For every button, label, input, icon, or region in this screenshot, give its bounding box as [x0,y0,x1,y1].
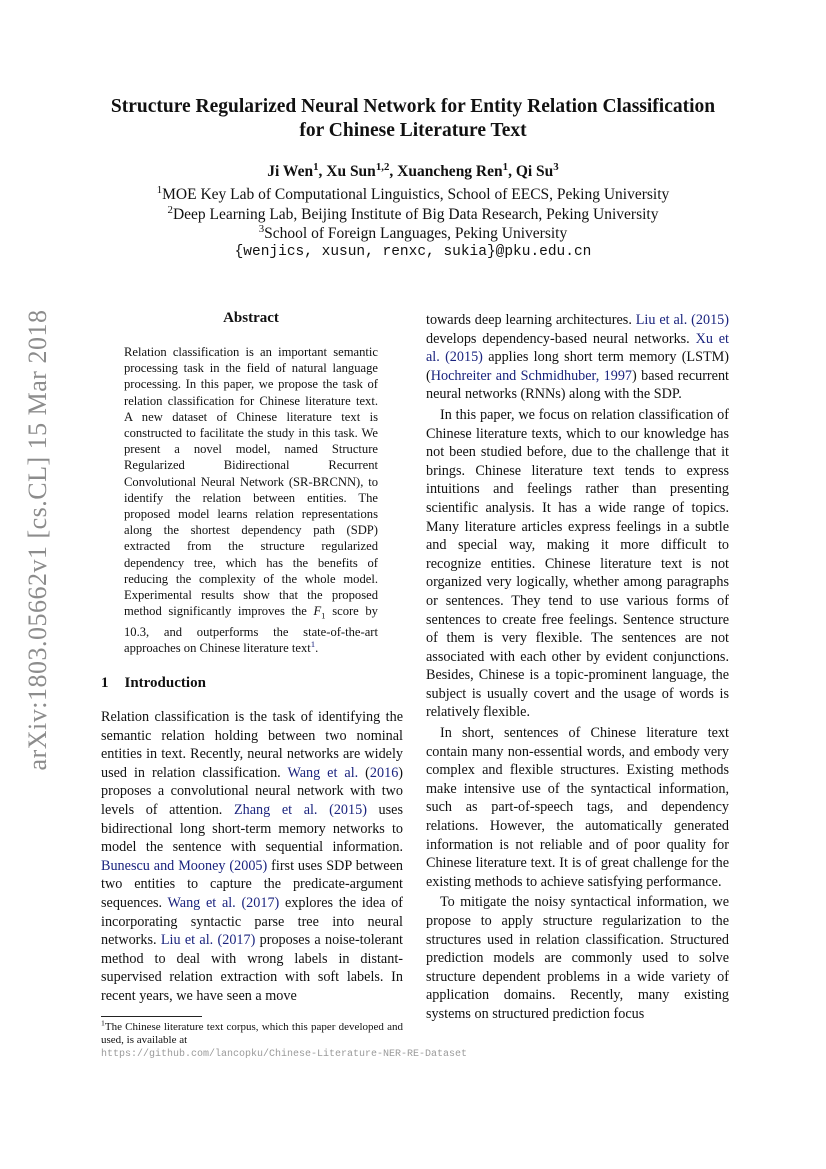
author-separator: , [318,163,327,180]
f-score-symbol: F [313,604,322,619]
paper-title [60,95,766,143]
body-text: ) proposes a convolutional neural network with two levels of attention. [101,764,404,818]
arxiv-sidebar-stamp [10,309,66,771]
body-text: To mitigate the noisy syntactical information, we propose to apply structure regularization to the structures used in relation classification. Structured prediction models are commonly used to solve structure dependent problems in a wide variety of application domains. Recently, many existing systems on structured prediction focus [426,894,729,1022]
section-number: 1 [101,675,109,691]
title-line: Structure Regularized Neural Network for Entity Relation Classification [110,96,716,117]
f-score-subscript: 1 [321,610,326,621]
body-text: explores the idea of incorporating syntactic parse tree into neural networks. [101,894,403,949]
affiliation-text: MOE Key Lab of Computational Linguistics, School of EECS, Peking University [162,186,670,203]
author-separator: , [389,163,398,180]
affiliation-text: Deep Learning Lab, Beijing Institute of Big Data Research, Peking University [172,206,659,223]
body-text: ( [358,764,370,781]
affiliation-line [60,183,766,204]
abstract-text: score by 10.3, and outperforms the state-of-the-art approaches on Chinese literature text [124,604,378,656]
body-text: develops dependency-based neural networks. [426,330,696,347]
affiliation-mark: 2 [167,203,173,216]
author-name: Xu Sun [326,163,376,180]
title-line: for Chinese Literature Text [299,120,527,141]
author-name: Ji Wen [267,163,314,180]
citation-link[interactable]: Zhang et al. (2015) [233,801,367,818]
abstract-heading: Abstract [223,310,279,326]
author-affiliation-mark: 1 [502,160,509,173]
footnote-link[interactable]: 1 [310,638,316,649]
paragraph [426,724,729,891]
affiliation-line [60,203,766,224]
section-heading-introduction [101,675,206,692]
citation-link[interactable]: Wang et al. [287,764,359,781]
body-text: In this paper, we focus on relation classification of Chinese literature texts, which to our knowledge has not been studied before, due to the challenge that it brings. Chinese literature text tends to express intuitions and feelings rather than presenting scientific analysis. It has a wide range of topics. Many literature articles express feelings in a subtle and special way, making it more difficult to recognize entities. Chinese literature text is not organized very logically, whether among paragraphs or sentences. They tend to use various forms of sentences to create free feelings. Sentence structure of them is very flexible. The sentences are not associated with each other by evident conjunctions. Besides, Chinese is a topic-prominent language, the subject is usually covert and the usage of words is relatively flexible. [426,406,729,721]
citation-link[interactable]: Liu et al. (2015) [635,312,729,328]
left-column-body [101,708,403,1006]
body-text: proposes a noise-tolerant method to deal with wrong labels in distant-supervised relation extraction with soft labels. In recent years, we have seen a move [101,932,403,1004]
author-name: Xuancheng Ren [397,163,503,180]
author-separator: , [508,163,516,180]
footnote-rule [101,1016,202,1017]
footnote-url-link[interactable]: https://github.com/lancopku/Chinese-Literature-NER-RE-Dataset [101,1049,468,1060]
body-text: In short, sentences of Chinese literature text contain many non-essential words, and embody very complex and flexible structures. Existing methods make intensive use of the syntactical information, such as part-of-speech tags, and dependency relations. However, the automatically generated information is not reliable and of poor quality for Chinese literature text. It is of great challenge for the existing methods to achieve satisfying performance. [426,725,729,890]
body-text: uses bidirectional long short-term memory networks to model the sentence with sequential information. [101,801,403,856]
arxiv-identifier: arXiv:1803.05662v1 [cs.CL] 15 Mar 2018 [23,309,52,771]
author-name: Qi Su [515,163,554,180]
affiliation-line [60,222,766,243]
author-affiliation-mark: 1,2 [375,160,390,173]
abstract-body [124,344,378,656]
citation-link[interactable]: Liu et al. (2017) [160,932,256,949]
body-text: applies long short term memory (LSTM) ( [426,349,729,384]
citation-link[interactable]: Wang et al. (2017) [167,894,280,911]
section-title: Introduction [124,675,206,691]
author-affiliation-mark: 1 [313,160,319,173]
body-text: ) based recurrent neural networks (RNNs) along with the SDP. [426,367,729,403]
author-affiliation-mark: 3 [553,160,559,173]
citation-link[interactable]: 2016 [369,764,399,781]
paragraph [426,311,729,404]
abstract-text: . [315,641,319,656]
right-column-body [426,311,729,1024]
abstract-text: Relation classification is an important semantic processing task in the field of natural language processing. In this paper, we propose the task of relation classification for Chinese literature text. A new dataset of Chinese literature text is constructed to facilitate the study in this task. We present a novel model, named Structure Regularized Bidirectional Recurrent Convolutional Neural Network (SR-BRCNN), to identify the relation between entities. The proposed model learns relation representations along the shortest dependency path (SDP) extracted from the structure regularized dependency tree, which has the benefits of reducing the complexity of the whole model. Experimental results show that the proposed method significantly improves the [124,345,378,619]
body-text: first uses SDP between two entities to capture the predicate-argument sequences. [101,857,403,911]
footnote-mark: 1 [101,1018,105,1028]
paragraph [426,406,729,722]
body-text: towards deep learning architectures. [426,312,636,328]
citation-link[interactable]: Bunescu and Mooney (2005) [101,857,268,874]
footnote-text: The Chinese literature text corpus, which this paper developed and used, is available at [101,1021,403,1046]
author-list [60,160,766,181]
affiliation-mark: 3 [258,222,265,235]
body-text: Relation classification is the task of identifying the semantic relation holding between two nominal entities in text. Recently, neural networks are widely used in relation classification. [101,709,403,781]
paragraph [101,708,403,1006]
citation-link[interactable]: Xu et al. (2015) [426,330,729,366]
affiliation-text: School of Foreign Languages, Peking University [264,225,568,242]
citation-link[interactable]: Hochreiter and Schmidhuber, 1997 [430,367,633,384]
affiliation-mark: 1 [156,183,163,196]
footnote [101,1018,468,1061]
author-emails: {wenjics, xusun, renxc, sukia}@pku.edu.cn [234,244,592,260]
paragraph [426,893,729,1023]
